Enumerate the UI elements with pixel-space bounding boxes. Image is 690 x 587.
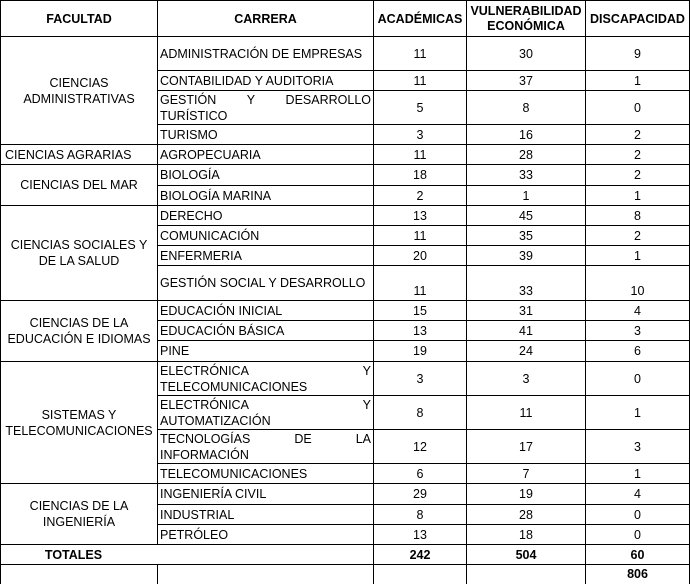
career-cell: COMUNICACIÓN — [158, 226, 374, 246]
academicas-cell: 8 — [374, 396, 467, 430]
academicas-cell: 2 — [374, 186, 467, 206]
totals-label-text: TOTALES — [44, 547, 103, 562]
vulnerabilidad-cell: 28 — [467, 505, 586, 525]
discapacidad-cell: 2 — [586, 125, 690, 145]
discapacidad-cell: 2 — [586, 145, 690, 165]
empty-cell — [467, 565, 586, 584]
vulnerabilidad-cell: 7 — [467, 464, 586, 484]
academicas-cell: 11 — [374, 145, 467, 165]
academicas-cell: 20 — [374, 246, 467, 266]
career-cell: AGROPECUARIA — [158, 145, 374, 165]
vulnerabilidad-cell: 37 — [467, 71, 586, 91]
career-cell: DERECHO — [158, 206, 374, 226]
table-row — [1, 37, 690, 71]
discapacidad-cell: 1 — [586, 71, 690, 91]
discapacidad-cell: 6 — [586, 341, 690, 362]
vulnerabilidad-cell: 31 — [467, 301, 586, 321]
faculty-cell: CIENCIAS SOCIALES Y DE LA SALUD — [1, 206, 158, 301]
discapacidad-cell: 0 — [586, 91, 690, 125]
header-academicas: ACADÉMICAS — [374, 1, 467, 37]
discapacidad-cell: 0 — [586, 505, 690, 525]
vulnerabilidad-cell: 33 — [467, 165, 586, 186]
academicas-cell: 3 — [374, 362, 467, 396]
vulnerabilidad-cell: 45 — [467, 206, 586, 226]
vulnerabilidad-cell: 18 — [467, 525, 586, 545]
vulnerabilidad-cell: 17 — [467, 430, 586, 464]
vulnerabilidad-cell: 11 — [467, 396, 586, 430]
vulnerabilidad-cell: 28 — [467, 145, 586, 165]
discapacidad-cell: 4 — [586, 484, 690, 505]
vulnerabilidad-cell: 24 — [467, 341, 586, 362]
discapacidad-cell: 1 — [586, 464, 690, 484]
vulnerabilidad-cell: 16 — [467, 125, 586, 145]
table-row — [1, 484, 690, 505]
discapacidad-cell: 0 — [586, 362, 690, 396]
vulnerabilidad-cell: 1 — [467, 186, 586, 206]
discapacidad-cell: 10 — [586, 266, 690, 301]
academicas-cell: 3 — [374, 125, 467, 145]
vulnerabilidad-cell: 3 — [467, 362, 586, 396]
vulnerabilidad-cell: 39 — [467, 246, 586, 266]
academicas-cell: 12 — [374, 430, 467, 464]
academicas-cell: 29 — [374, 484, 467, 505]
career-cell: GESTIÓN Y DESARROLLO TURÍSTICO — [158, 91, 374, 125]
totals-row — [1, 545, 690, 565]
career-cell: EDUCACIÓN INICIAL — [158, 301, 374, 321]
discapacidad-cell: 8 — [586, 206, 690, 226]
discapacidad-cell: 0 — [586, 525, 690, 545]
vulnerabilidad-cell: 35 — [467, 226, 586, 246]
career-cell: TECNOLOGÍAS DE LA INFORMACIÓN — [158, 430, 374, 464]
header-carrera: CARRERA — [158, 1, 374, 37]
academicas-cell: 5 — [374, 91, 467, 125]
empty-cell — [374, 565, 467, 584]
academicas-cell: 11 — [374, 37, 467, 71]
career-cell: TURISMO — [158, 125, 374, 145]
career-cell: ADMINISTRACIÓN DE EMPRESAS — [158, 37, 374, 71]
header-facultad: FACULTAD — [1, 1, 158, 37]
totals-label — [1, 545, 374, 565]
grand-total: 806 — [586, 565, 690, 584]
academicas-cell: 6 — [374, 464, 467, 484]
academicas-cell: 13 — [374, 525, 467, 545]
career-cell: INDUSTRIAL — [158, 505, 374, 525]
table-row — [1, 145, 690, 165]
vulnerabilidad-cell: 30 — [467, 37, 586, 71]
faculty-cell: CIENCIAS DE LA EDUCACIÓN E IDIOMAS — [1, 301, 158, 362]
grand-total-row — [1, 565, 690, 584]
discapacidad-cell: 9 — [586, 37, 690, 71]
academicas-cell: 18 — [374, 165, 467, 186]
discapacidad-cell: 3 — [586, 430, 690, 464]
faculty-cell: CIENCIAS DE LA INGENIERÍA — [1, 484, 158, 545]
discapacidad-cell: 1 — [586, 246, 690, 266]
discapacidad-cell: 2 — [586, 226, 690, 246]
table-row — [1, 301, 690, 321]
header-vulnerabilidad: VULNERABILIDAD ECONÓMICA — [467, 1, 586, 37]
faculty-cell: CIENCIAS ADMINISTRATIVAS — [1, 37, 158, 145]
academicas-cell: 15 — [374, 301, 467, 321]
empty-cell — [158, 565, 374, 584]
vulnerabilidad-cell: 33 — [467, 266, 586, 301]
table-row — [1, 206, 690, 226]
empty-cell — [1, 565, 158, 584]
career-cell: BIOLOGÍA MARINA — [158, 186, 374, 206]
header-row — [1, 1, 690, 37]
academicas-cell: 8 — [374, 505, 467, 525]
academicas-cell: 11 — [374, 266, 467, 301]
career-cell: CONTABILIDAD Y AUDITORIA — [158, 71, 374, 91]
discapacidad-cell: 2 — [586, 165, 690, 186]
discapacidad-cell: 1 — [586, 396, 690, 430]
career-cell: ELECTRÓNICA Y TELECOMUNICACIONES — [158, 362, 374, 396]
vulnerabilidad-cell: 41 — [467, 321, 586, 341]
faculty-cell: CIENCIAS DEL MAR — [1, 165, 158, 206]
career-cell: PINE — [158, 341, 374, 362]
career-cell: BIOLOGÍA — [158, 165, 374, 186]
vulnerabilidad-cell: 8 — [467, 91, 586, 125]
discapacidad-cell: 3 — [586, 321, 690, 341]
career-cell: EDUCACIÓN BÁSICA — [158, 321, 374, 341]
header-discapacidad: DISCAPACIDAD — [586, 1, 690, 37]
academicas-cell: 13 — [374, 321, 467, 341]
career-cell: INGENIERÍA CIVIL — [158, 484, 374, 505]
career-cell: ENFERMERIA — [158, 246, 374, 266]
total-discapacidad: 60 — [586, 545, 690, 565]
discapacidad-cell: 4 — [586, 301, 690, 321]
career-cell: GESTIÓN SOCIAL Y DESARROLLO — [158, 266, 374, 301]
career-cell: PETRÓLEO — [158, 525, 374, 545]
academicas-cell: 13 — [374, 206, 467, 226]
career-cell: TELECOMUNICACIONES — [158, 464, 374, 484]
table-row — [1, 165, 690, 186]
discapacidad-cell: 1 — [586, 186, 690, 206]
vulnerabilidad-cell: 19 — [467, 484, 586, 505]
total-academicas: 242 — [374, 545, 467, 565]
academicas-cell: 11 — [374, 71, 467, 91]
academicas-cell: 19 — [374, 341, 467, 362]
career-cell: ELECTRÓNICA Y AUTOMATIZACIÓN — [158, 396, 374, 430]
total-vulnerabilidad: 504 — [467, 545, 586, 565]
table-row — [1, 362, 690, 396]
faculty-cell: CIENCIAS AGRARIAS — [1, 145, 158, 165]
faculty-cell: SISTEMAS Y TELECOMUNICACIONES — [1, 362, 158, 484]
academicas-cell: 11 — [374, 226, 467, 246]
